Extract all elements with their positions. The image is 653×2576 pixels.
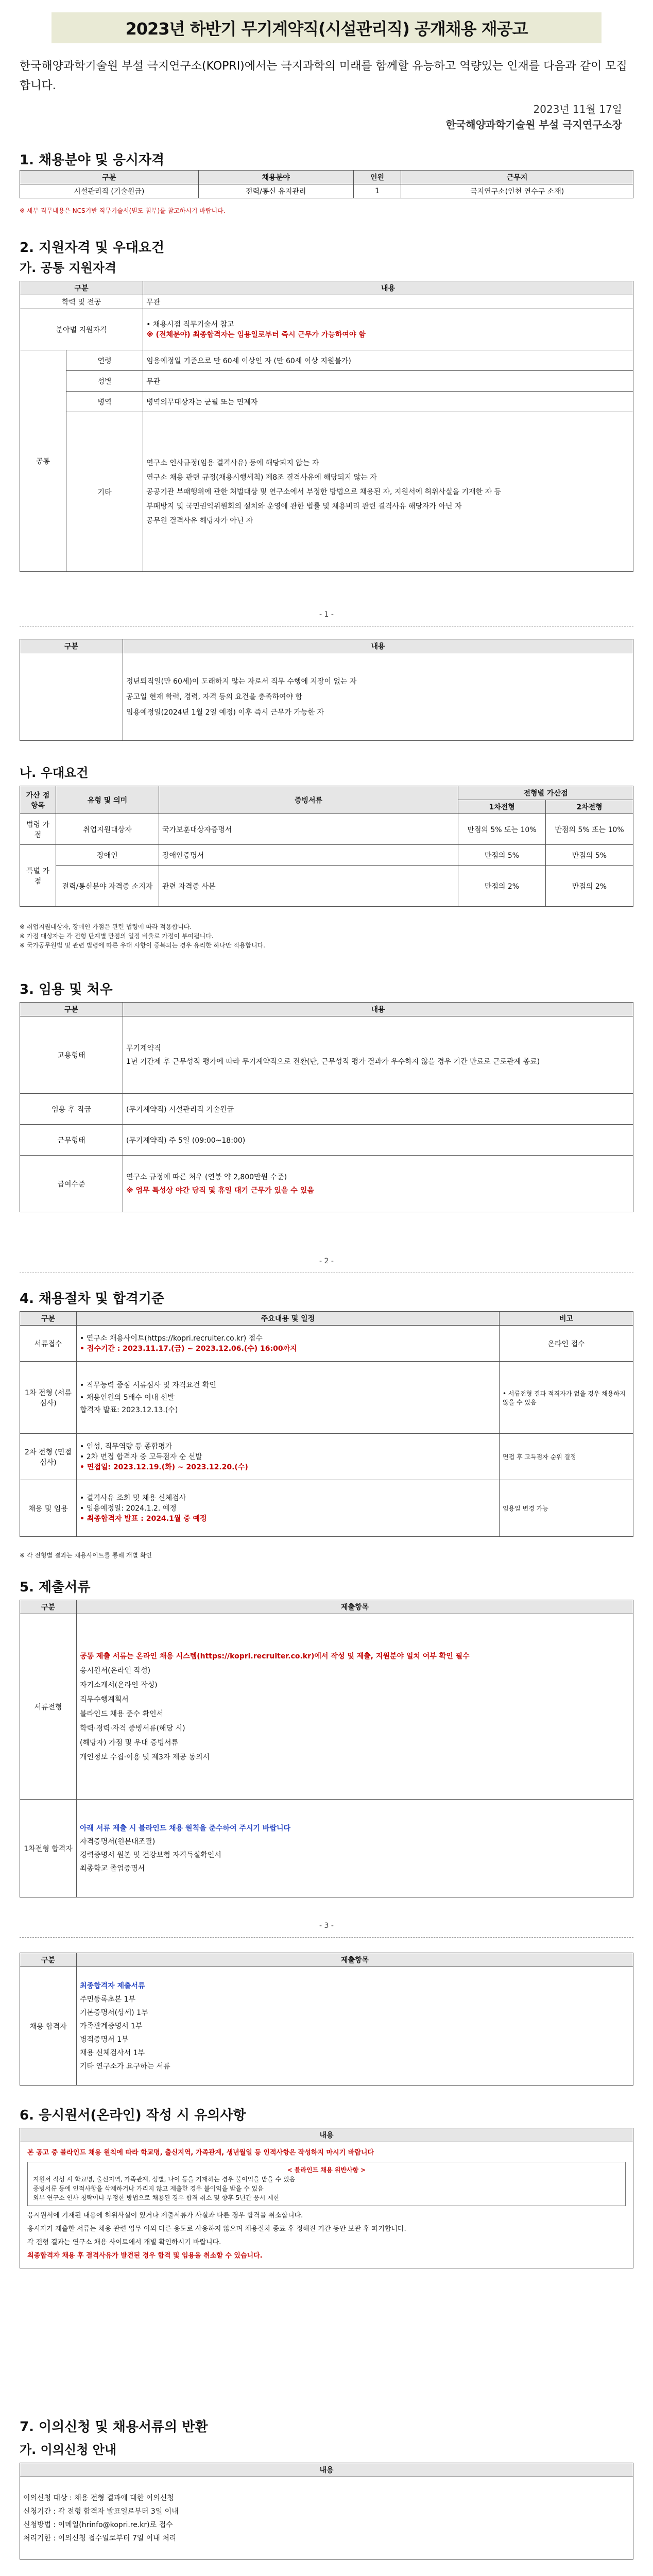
col-header: 내용	[20, 2463, 633, 2477]
cell-line: • 2차 면접 합격자 중 고득점자 순 선발	[80, 1452, 202, 1461]
cell-line: 신청방법 : 이메일(hrinfo@kopri.re.kr)로 접수	[23, 2520, 173, 2529]
cell-line: 합격자 발표: 2023.12.13.(수)	[80, 1405, 178, 1414]
cell: 분야별 지원자격	[20, 309, 143, 350]
page-divider	[20, 1937, 633, 1938]
cell: 전력/통신 유지관리	[198, 184, 353, 198]
col-header: 내용	[143, 281, 633, 295]
cell: 1차 전형 (서류심사)	[20, 1362, 77, 1434]
cell: 1차전형 합격자	[20, 1800, 77, 1897]
cell: 서류접수	[20, 1326, 77, 1362]
cell-line: 연구소 규정에 따른 처우 (연봉 약 2,800만원 수준)	[126, 1173, 287, 1181]
cell-line: 이의신청 대상 : 채용 전형 결과에 대한 이의신청	[23, 2494, 174, 2502]
col-header: 구분	[20, 171, 199, 184]
announcement-date: 2023년 11월 17일	[533, 103, 622, 115]
cell: 면접 후 고득점자 순위 결정	[500, 1434, 633, 1480]
page-number: - 3 -	[319, 1922, 334, 1930]
col-header: 증빙서류	[159, 786, 458, 814]
cell-line: 최종합격자 제출서류	[80, 1981, 145, 1990]
col-header: 2차전형	[546, 800, 633, 814]
section5-heading: 5. 제출서류	[20, 1580, 91, 1595]
warn-item: 외부 연구소 인사 청탁이나 부정한 방법으로 채용된 경우 합격 취소 및 향후 5년간 응시 제한	[33, 2194, 280, 2201]
cell-line: (해당자) 가점 및 우대 증빙서류	[80, 1738, 179, 1747]
cell-line: 정년퇴직일(만 60세)이 도래하지 않는 자로서 직무 수행에 지장이 없는 자	[126, 677, 357, 686]
cell-line: • 면접일: 2023.12.19.(화) ~ 2023.12.20.(수)	[80, 1463, 248, 1471]
col-header: 근무지	[401, 171, 633, 184]
section1-heading: 1. 채용분야 및 응시자격	[20, 152, 165, 168]
cell: 기타	[66, 412, 143, 572]
cell-line: 채용 신체검사서 1부	[80, 2048, 145, 2057]
cell-line: • 임용예정일: 2024.1.2. 예정	[80, 1504, 177, 1513]
cell: 급여수준	[20, 1156, 123, 1212]
cell-line: 기타 연구소가 요구하는 서류	[80, 2062, 170, 2071]
cell: 학력 및 전공	[20, 295, 143, 309]
cell: 만점의 5% 또는 10%	[458, 814, 546, 845]
cell-line: • 채용인원의 5배수 이내 선발	[80, 1393, 175, 1402]
note-line: ※ 취업지원대상자, 장애인 가점은 관련 법령에 따라 적용합니다.	[20, 923, 192, 930]
cell: 채용 및 임용	[20, 1480, 77, 1537]
col-header: 내용	[123, 639, 633, 653]
cell: 서류전형	[20, 1614, 77, 1800]
cell-line: 블라인드 채용 준수 확인서	[80, 1709, 164, 1718]
cell-line: 개인정보 수집·이용 및 제3자 제공 동의서	[80, 1753, 210, 1761]
col-header: 가산 점 항목	[20, 786, 56, 814]
col-header: 구분	[20, 1312, 77, 1326]
cell: 무관	[143, 371, 633, 392]
body-line: 응시원서에 기재된 내용에 허위사실이 있거나 제출서류가 사실과 다른 경우 합격을 취소합니다.	[27, 2212, 303, 2219]
cell: 관련 자격증 사본	[159, 866, 458, 907]
cell: • 서류전형 결과 적격자가 없을 경우 채용하지 않을 수 있음	[500, 1362, 633, 1434]
objection-table	[20, 2463, 633, 2560]
col-header: 구분	[20, 1003, 123, 1016]
eligibility-table	[20, 281, 633, 572]
cell-line: • 인성, 직무역량 등 종합평가	[80, 1442, 173, 1451]
cell: 임용 후 직급	[20, 1094, 123, 1125]
cell: 장애인증명서	[159, 845, 458, 866]
section2-sub2: 나. 우대요건	[20, 766, 89, 780]
col-header: 제출항목	[77, 1953, 633, 1967]
col-header: 전형별 가산점	[458, 786, 633, 800]
col-header: 채용분야	[198, 171, 353, 184]
cell: (무기계약직) 주 5일 (09:00~18:00)	[123, 1125, 633, 1156]
documents-table	[20, 1600, 633, 1897]
warn-header: < 블라인드 채용 위반사항 >	[287, 2166, 366, 2174]
cell-line: 자기소개서(온라인 작성)	[80, 1681, 158, 1689]
cell: 성별	[66, 371, 143, 392]
warn-item: 증빙서류 등에 인적사항을 삭제하거나 가리지 않고 제출한 경우 불이익을 받을 수 있음	[33, 2185, 264, 2192]
cell-line: 자격증명서(원본대조필)	[80, 1837, 156, 1846]
cell-line: • 결격사유 조회 및 채용 신체검사	[80, 1494, 186, 1502]
cell: 만점의 2%	[458, 866, 546, 907]
procedure-table	[20, 1311, 633, 1537]
treatment-table	[20, 1002, 633, 1212]
procedure-note: ※ 각 전형별 결과는 채용사이트를 통해 개별 확인	[20, 1552, 152, 1559]
cell-line: 1년 기간제 후 근무성적 평가에 따라 무기계약직으로 전환(단, 근무성적 평가 결과가 우수하지 않을 경우 기간 만료로 근로관계 종료)	[126, 1057, 540, 1066]
cell: (무기계약직) 시설관리직 기술원급	[123, 1094, 633, 1125]
cell: 연령	[66, 350, 143, 371]
cell: 만점의 2%	[546, 866, 633, 907]
cell-line: 병적증명서 1부	[80, 2035, 129, 2044]
cell: 채용 합격자	[20, 1967, 77, 2086]
cell: 병역	[66, 392, 143, 412]
cell: 법령 가점	[20, 814, 56, 845]
cell: 특별 가점	[20, 845, 56, 907]
blind-warning-box	[27, 2162, 626, 2206]
col-header: 내용	[20, 2128, 633, 2142]
cell-line: 임용예정일(2024년 1월 2일 예정) 이후 즉시 근무가 가능한 자	[126, 708, 324, 717]
documents-table-cont	[20, 1953, 633, 2086]
cell-line: 연구소 인사규정(임용 결격사유) 등에 해당되지 않는 자	[146, 459, 319, 467]
cell-line: 응시원서(온라인 작성)	[80, 1666, 151, 1675]
cell-line: • 접수기간 : 2023.11.17.(금) ~ 2023.12.06.(수) 16:00까지	[80, 1344, 297, 1353]
cell-line: 신청기간 : 각 전형 합격자 발표일로부터 3일 이내	[23, 2507, 179, 2516]
cell-line: 최종학교 졸업증명서	[80, 1864, 145, 1873]
col-header: 구분	[20, 1953, 77, 1967]
cell: 근무형태	[20, 1125, 123, 1156]
cell: 장애인	[56, 845, 159, 866]
cell-line: ※ 업무 특성상 야간 당직 및 휴일 대기 근무가 있을 수 있음	[126, 1186, 314, 1195]
col-header: 주요내용 및 일정	[77, 1312, 500, 1326]
notice-title: 본 공고 중 블라인드 채용 원칙에 따라 학교명, 출신지역, 가족관계, 생년월일 등 인적사항은 작성하지 마시기 바랍니다	[27, 2149, 374, 2157]
page-number: - 2 -	[319, 1257, 334, 1265]
cell: 만점의 5%	[458, 845, 546, 866]
cell-line: • 최종합격자 발표 : 2024.1월 중 예정	[80, 1514, 207, 1523]
cell: 만점의 5%	[546, 845, 633, 866]
eligibility-table-cont	[20, 639, 633, 741]
cell: 온라인 접수	[500, 1326, 633, 1362]
cell: 임용일 변경 가능	[500, 1480, 633, 1537]
note-line: ※ 가점 대상자는 각 전형 단계별 만점의 일정 비율로 가점이 부여됩니다.	[20, 933, 214, 940]
section2-sub1: 가. 공통 지원자격	[20, 261, 117, 275]
cell: 무관	[143, 295, 633, 309]
cell: 고용형태	[20, 1016, 123, 1094]
cell: 임용예정일 기준으로 만 60세 이상인 자 (만 60세 이상 지원불가)	[143, 350, 633, 371]
cell-line: 경력증명서 원본 및 건강보험 자격득실확인서	[80, 1851, 221, 1859]
cell-line: 공고일 현재 학력, 경력, 자격 등의 요건을 충족하여야 함	[126, 692, 303, 701]
cell: 2차 전형 (면접심사)	[20, 1434, 77, 1480]
cell: 전력/통신분야 자격증 소지자	[56, 866, 159, 907]
notice-box	[20, 2128, 633, 2268]
body-line: 각 전형 결과는 연구소 채용 사이트에서 개별 확인하시기 바랍니다.	[27, 2239, 221, 2246]
cell-line: 무기계약직	[126, 1044, 161, 1053]
cell-line: 아래 서류 제출 시 블라인드 채용 원칙을 준수하여 주시기 바랍니다	[80, 1824, 291, 1833]
body-line: 최종합격자 채용 후 결격사유가 발견된 경우 합격 및 임용을 취소할 수 있습니다.	[27, 2252, 263, 2260]
cell-line: 공무원 결격사유 해당자가 아닌 자	[146, 516, 253, 525]
col-header: 구분	[20, 281, 143, 295]
col-header: 비고	[500, 1312, 633, 1326]
page-number: - 1 -	[319, 611, 334, 619]
cell-line: 연구소 채용 관련 규정(채용시행세칙) 제8조 결격사유에 해당되지 않는 자	[146, 473, 377, 482]
recruit-table	[20, 170, 633, 198]
warn-item: 지원서 작성 시 학교명, 출신지역, 가족관계, 성별, 나이 등을 기재하는 경우 불이익을 받을 수 있음	[33, 2176, 296, 2183]
preference-table	[20, 786, 633, 907]
cell-line: • 채용시점 직무기술서 참고	[146, 320, 234, 329]
body-line: 응시자가 제출한 서류는 채용 관련 업무 이외 다른 용도로 사용하지 않으며 채용절차 종료 후 정해진 기간 동안 보관 후 파기합니다.	[27, 2225, 406, 2233]
page-title: 2023년 하반기 무기계약직(시설관리직) 공개채용 재공고	[125, 19, 528, 39]
col-header: 구분	[20, 639, 123, 653]
cell: 공통	[20, 350, 66, 572]
section4-heading: 4. 채용절차 및 합격기준	[20, 1291, 165, 1307]
note-line: ※ 국가공무원법 및 관련 법령에 따른 우대 사항이 중복되는 경우 유리한 하나만 적용합니다.	[20, 942, 265, 949]
col-header: 1차전형	[458, 800, 546, 814]
col-header: 구분	[20, 1600, 77, 1614]
page-title-banner	[51, 12, 602, 43]
cell-line: • 연구소 채용사이트(https://kopri.recruiter.co.kr) 접수	[80, 1334, 263, 1343]
cell-line: 공통 제출 서류는 온라인 채용 시스템(https://kopri.recruiter.co.kr)에서 작성 및 제출, 지원분야 일치 여부 확인 필수	[80, 1652, 470, 1660]
col-header: 인원	[353, 171, 401, 184]
section3-heading: 3. 임용 및 처우	[20, 982, 113, 997]
section7-heading: 7. 이의신청 및 채용서류의 반환	[20, 2419, 208, 2435]
cell: 시설관리직 (기술원급)	[20, 184, 199, 198]
section7-sub1: 가. 이의신청 안내	[20, 2443, 117, 2457]
cell: 병역의무대상자는 군필 또는 면제자	[143, 392, 633, 412]
cell-line: • 직무능력 중심 서류심사 및 자격요건 확인	[80, 1381, 216, 1389]
cell-line: 주민등록초본 1부	[80, 1995, 136, 2004]
cell: 극지연구소(인천 연수구 소재)	[401, 184, 633, 198]
col-header: 내용	[123, 1003, 633, 1016]
section6-heading: 6. 응시원서(온라인) 작성 시 유의사항	[20, 2108, 246, 2123]
cell-line: 학력·경력·자격 증빙서류(해당 시)	[80, 1724, 185, 1733]
cell-line: 기본증명서(상세) 1부	[80, 2008, 148, 2017]
cell-line: 직무수행계획서	[80, 1695, 129, 1704]
intro-text: 한국해양과학기술원 부설 극지연구소(KOPRI)에서는 극지과학의 미래를 함께할 유능하고 역량있는 인재를 다음과 같이 모집합니다.	[20, 60, 627, 92]
section2-heading: 2. 지원자격 및 우대요건	[20, 240, 165, 256]
cell: 만점의 5% 또는 10%	[546, 814, 633, 845]
cell-line: 가족관계증명서 1부	[80, 2022, 143, 2030]
col-header: 제출항목	[77, 1600, 633, 1614]
col-header: 유형 및 의미	[56, 786, 159, 814]
cell-line: ※ (전체분야) 최종합격자는 임용일로부터 즉시 근무가 가능하여야 함	[146, 330, 366, 339]
cell: 국가보훈대상자증명서	[159, 814, 458, 845]
cell-line: 처리기한 : 이의신청 접수일로부터 7일 이내 처리	[23, 2534, 177, 2543]
cell: 취업지원대상자	[56, 814, 159, 845]
announcement-org: 한국해양과학기술원 부설 극지연구소장	[445, 118, 622, 131]
section1-note: ※ 세부 직무내용은 NCS기반 직무기술서(별도 첨부)를 참고하시기 바랍니다.	[20, 207, 226, 214]
cell-line: 부패방지 및 국민권익위원회의 설치와 운영에 관한 법률 및 채용비리 관련 결격사유 해당자가 아닌 자	[146, 502, 462, 511]
preference-notes	[20, 922, 633, 950]
cell-line: 공공기관 부패행위에 관한 처벌대상 및 연구소에서 부정한 방법으로 채용된 자, 지원서에 허위사실을 기재한 자 등	[146, 487, 502, 496]
cell: 1	[353, 184, 401, 198]
